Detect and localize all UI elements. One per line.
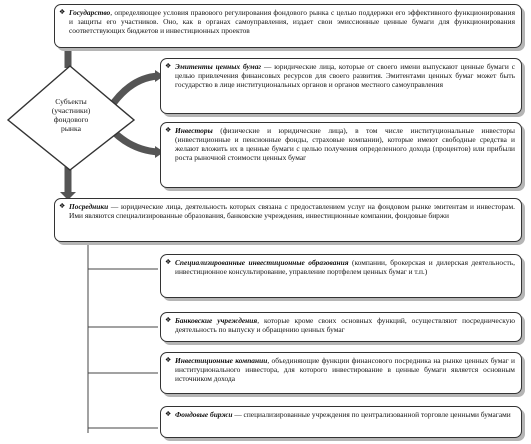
box-stock-exchanges: [160, 406, 522, 438]
box-state: [54, 4, 522, 48]
box-banks-text: , которые кроме своих основных функций, осуществляют посредническую деятельность по выпуску и обращению ценных бумаг: [175, 316, 515, 335]
box-specialized: [160, 254, 522, 298]
bullet-icon: ❖: [165, 258, 172, 266]
box-investment-companies: [160, 352, 522, 394]
hub-label-line: Субъекты: [55, 97, 87, 106]
hub-label-line: рынка: [61, 123, 81, 133]
hub-label-line: фондового: [53, 114, 89, 124]
hub-label: [41, 98, 101, 134]
box-emitents-term: Эмитенты ценных бумаг: [175, 62, 262, 71]
box-banks-term: Банковские учреждения: [175, 316, 258, 325]
hub-label-line: (участники): [51, 105, 91, 115]
box-specialized-text: (компании, брокерская и дилерская деятельность, инвестиционное консультирование, управление портфелем ценных бумаг и т.п.): [175, 258, 515, 277]
box-state-text: , определяющее условия правового регулирования фондового рынка с целью поддержки его эффективного функционирования и защиты его участников. Оно, как в органах самоуправления, издает свои эмиссионные ценные бумаги для функционирования соответствующих бюджетов и инвестиционных проектов: [69, 8, 515, 36]
box-stock-exchanges-text: — специализированные учреждения по централизованной торговле ценными бумагами: [232, 410, 511, 419]
box-emitents: [160, 58, 522, 114]
bullet-icon: ❖: [165, 126, 172, 134]
box-investors: [160, 122, 522, 188]
box-stock-exchanges-term: Фондовые биржи: [175, 410, 233, 419]
hub-to-emitents-arrow: [110, 76, 158, 108]
bullet-icon: ❖: [59, 202, 66, 210]
box-investment-companies-text: , объединяющие функции финансового посредника на рынке ценных бумаг и институционального инвестора, для которого инвестирование в ценные бумаги является основным источником дохода: [175, 356, 515, 384]
bullet-icon: ❖: [165, 410, 172, 418]
box-intermediaries-term: Посредники: [69, 202, 109, 211]
bullet-icon: ❖: [59, 8, 66, 16]
box-intermediaries: [54, 198, 522, 242]
box-specialized-term: Специализированные инвестиционные образования: [175, 258, 349, 267]
box-state-term: Государство: [69, 8, 111, 17]
box-emitents-text: — юридические лица, которые от своего имени выпускают ценные бумаги с целью привлечения финансовых ресурсов для своего развития. Эмитентами ценных бумаг может быть государство в лице институциональных органов и органов местного самоуправления: [175, 62, 515, 90]
bullet-icon: ❖: [165, 62, 172, 70]
box-investors-term: Инвесторы: [175, 126, 213, 135]
box-investors-text: (физические и юридические лица), в том числе институциональные инвесторы (инвестиционные и пенсионные фонды, страховые компании), которые имеют свободные средства и желают вложить их в ценные бумаги с целью получения определенного дохода (процентов) или прибыли роста рыночной стоимости ценных бумаг: [175, 126, 515, 163]
box-investment-companies-term: Инвестиционные компании: [175, 356, 268, 365]
bullet-icon: ❖: [165, 356, 172, 364]
box-intermediaries-text: — юридические лица, деятельность которых связана с предоставлением услуг на фондовом рынке эмитентам и инвесторам. Ими являются специализированные образования, банковские учреждения, инвестиционные компании, фондовые биржи: [69, 202, 515, 221]
box-banks: [160, 312, 522, 342]
bullet-icon: ❖: [165, 316, 172, 324]
